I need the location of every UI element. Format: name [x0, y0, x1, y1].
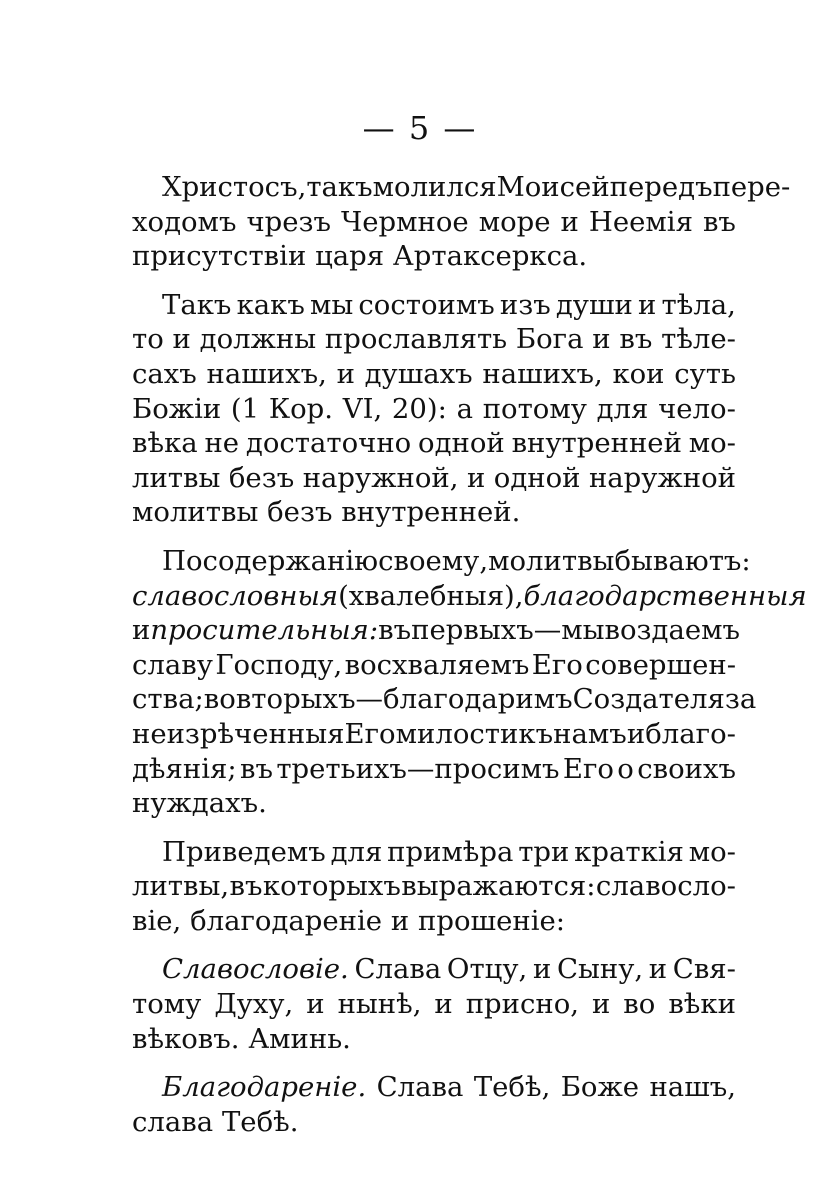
word: восхваляемъ: [344, 648, 530, 681]
word: чрезъ: [246, 205, 332, 238]
word: Господу,: [215, 648, 343, 681]
text-line: [132, 613, 741, 648]
text-line: [132, 357, 736, 392]
word: и: [638, 288, 657, 321]
text-line: [132, 717, 736, 752]
word: примѣра: [387, 835, 514, 868]
text-line: [132, 1070, 736, 1105]
text-line: [132, 288, 736, 323]
word: благо-: [645, 717, 736, 750]
word: віе,: [132, 904, 182, 937]
word: содержанію: [202, 544, 379, 577]
word: Кор.: [268, 392, 334, 425]
word: и: [592, 323, 611, 356]
word: присутствіи: [132, 240, 307, 273]
word: Божіи: [132, 392, 222, 425]
word: славосло-: [595, 870, 736, 903]
word: и: [336, 357, 355, 390]
word: и: [306, 988, 325, 1021]
text-line: [132, 170, 791, 205]
word: Тебѣ,: [473, 1071, 551, 1104]
word: своему,: [378, 544, 489, 577]
word: вторыхъ—благодаримъ: [235, 683, 573, 716]
text-line: [132, 869, 736, 904]
word: молился: [372, 171, 497, 203]
word: благодареніе: [190, 904, 383, 937]
word: въ: [378, 614, 412, 647]
word: достаточно: [245, 427, 412, 460]
word: Сыну,: [556, 953, 644, 986]
text-line: [132, 322, 736, 357]
word: славу: [132, 648, 213, 681]
word: молитвы: [488, 544, 615, 577]
word: такъ: [306, 171, 373, 203]
paragraph: [132, 288, 736, 530]
word: Такъ: [162, 288, 232, 321]
word: безъ: [228, 461, 295, 494]
word: безъ: [267, 496, 333, 529]
word: во: [623, 988, 656, 1021]
word: и: [648, 953, 668, 986]
word: за: [724, 683, 757, 716]
word: VI,: [342, 392, 383, 425]
paragraph: [132, 835, 736, 939]
word: Боже: [560, 1071, 640, 1104]
word: Отцу,: [446, 953, 528, 986]
word: присно,: [465, 988, 580, 1021]
word: передъ: [609, 171, 713, 203]
text-line: [132, 392, 736, 427]
word: нашъ,: [649, 1071, 736, 1104]
word: наружной,: [302, 461, 459, 494]
text-line: [132, 495, 736, 530]
word: (1: [230, 392, 260, 425]
word: благодарственныя: [523, 579, 807, 612]
word: По: [162, 544, 203, 577]
word: молитвы: [132, 496, 259, 529]
word: прославлять: [324, 323, 508, 356]
word: въ: [239, 752, 273, 785]
word: своихъ: [637, 752, 736, 785]
word: внутренней.: [341, 496, 521, 529]
word: нашихъ,: [206, 357, 327, 390]
word: вѣковъ.: [132, 1022, 240, 1055]
text-line: [132, 904, 736, 939]
word: вѣки: [668, 988, 736, 1021]
word: для: [330, 835, 383, 868]
body-text: [132, 170, 807, 1139]
text-line: [132, 682, 757, 717]
word: третьихъ—просимъ: [276, 752, 560, 785]
paragraph-gap: [132, 821, 736, 835]
word: въ: [702, 205, 736, 238]
word: выражаются:: [401, 870, 596, 903]
word: состоимъ: [358, 288, 495, 321]
paragraph-gap: [132, 938, 736, 952]
word: кои: [612, 357, 665, 390]
word: Аминь.: [248, 1022, 351, 1055]
text-line: [132, 426, 736, 461]
word: Артаксеркса.: [392, 240, 588, 273]
word: одной: [418, 427, 505, 460]
word: литвы: [132, 461, 221, 494]
word: 20):: [391, 392, 447, 425]
word: не: [204, 427, 240, 460]
word: должны: [199, 323, 317, 356]
word: прошеніе:: [418, 904, 566, 937]
paragraph-gap: [132, 274, 736, 288]
text-line: [132, 1105, 736, 1140]
text-line: [132, 987, 736, 1022]
word: и: [132, 614, 151, 647]
paragraph: [132, 1070, 736, 1139]
word: и: [434, 988, 453, 1021]
word: Его: [344, 717, 396, 750]
word: и: [591, 988, 611, 1021]
paragraph: [132, 952, 736, 1056]
word: къ: [518, 717, 554, 750]
word: слава: [132, 1105, 214, 1138]
text-line: [132, 952, 736, 987]
word: дѣянія;: [132, 752, 237, 785]
word: три: [518, 835, 570, 868]
word: тому: [132, 988, 202, 1021]
text-line: [132, 835, 736, 870]
word: одной: [493, 461, 581, 494]
word: тѣла,: [661, 288, 736, 321]
word: Его: [531, 648, 583, 681]
word: въ: [619, 323, 653, 356]
page-number: — 5 —: [362, 109, 478, 147]
word: литвы,: [132, 870, 230, 903]
word: нашихъ,: [482, 357, 603, 390]
word: (хвалебныя),: [338, 579, 524, 612]
word: и: [560, 205, 579, 238]
word: а: [456, 392, 473, 425]
word: изъ: [499, 288, 551, 321]
text-line: [132, 205, 736, 240]
word: мы: [309, 288, 354, 321]
word: нуждахъ.: [132, 787, 267, 820]
word: бываютъ:: [614, 544, 751, 577]
word: чело-: [658, 392, 736, 425]
word: наружной: [588, 461, 736, 494]
word: неизрѣченныя: [132, 717, 345, 750]
paragraph-gap: [132, 530, 736, 544]
word: Приведемъ: [162, 835, 326, 868]
word: Его: [562, 752, 614, 785]
word: вѣка: [132, 427, 198, 460]
word: Бога: [515, 323, 584, 356]
text-line: [132, 461, 736, 496]
text-line: [132, 786, 736, 821]
word: внутренней: [511, 427, 682, 460]
text-line: [132, 1022, 736, 1057]
word: Славословіе.: [162, 953, 349, 986]
word: и: [532, 953, 552, 986]
word: о: [617, 752, 634, 785]
word: души: [555, 288, 633, 321]
word: и: [626, 717, 646, 750]
paragraph: [132, 170, 791, 274]
paragraph-gap: [132, 1056, 736, 1070]
word: для: [596, 392, 649, 425]
text-line: [132, 752, 736, 787]
word: Свя-: [672, 953, 736, 986]
word: царя: [315, 240, 385, 273]
word: и: [390, 904, 410, 937]
word: море: [478, 205, 551, 238]
word: нынѣ,: [337, 988, 422, 1021]
word: Неемія: [588, 205, 693, 238]
text-line: [132, 544, 751, 579]
word: Слава: [354, 953, 442, 986]
word: совершен-: [585, 648, 736, 681]
word: Создателя: [572, 683, 725, 716]
paragraph: [132, 544, 807, 821]
word: ходомъ: [132, 205, 237, 238]
word: пере-: [712, 171, 791, 203]
word: просительныя:: [150, 614, 379, 647]
word: во: [203, 683, 236, 716]
word: первыхъ—мы: [411, 614, 605, 647]
word: Слава: [376, 1071, 464, 1104]
word: ства;: [132, 683, 204, 716]
text-line: [132, 239, 736, 274]
word: Христосъ,: [162, 171, 307, 203]
word: душахъ: [364, 357, 473, 390]
word: мо-: [688, 835, 736, 868]
word: мо-: [688, 427, 736, 460]
text-line: [132, 579, 807, 614]
word: какъ: [236, 288, 305, 321]
word: Чермное: [341, 205, 469, 238]
text-line: [132, 648, 736, 683]
word: Благодареніе.: [162, 1071, 367, 1104]
word: воздаемъ: [604, 614, 741, 647]
word: то: [132, 323, 164, 356]
word: потому: [482, 392, 587, 425]
word: сахъ: [132, 357, 197, 390]
word: Духу,: [214, 988, 294, 1021]
word: которыхъ: [262, 870, 401, 903]
word: Тебѣ.: [221, 1105, 299, 1138]
word: славословныя: [132, 579, 339, 612]
word: тѣле-: [661, 323, 736, 356]
word: краткія: [574, 835, 684, 868]
word: суть: [674, 357, 736, 390]
word: и: [172, 323, 191, 356]
word: въ: [229, 870, 263, 903]
word: и: [466, 461, 486, 494]
word: милости: [395, 717, 519, 750]
word: намъ: [553, 717, 627, 750]
word: Моисей: [496, 171, 610, 203]
